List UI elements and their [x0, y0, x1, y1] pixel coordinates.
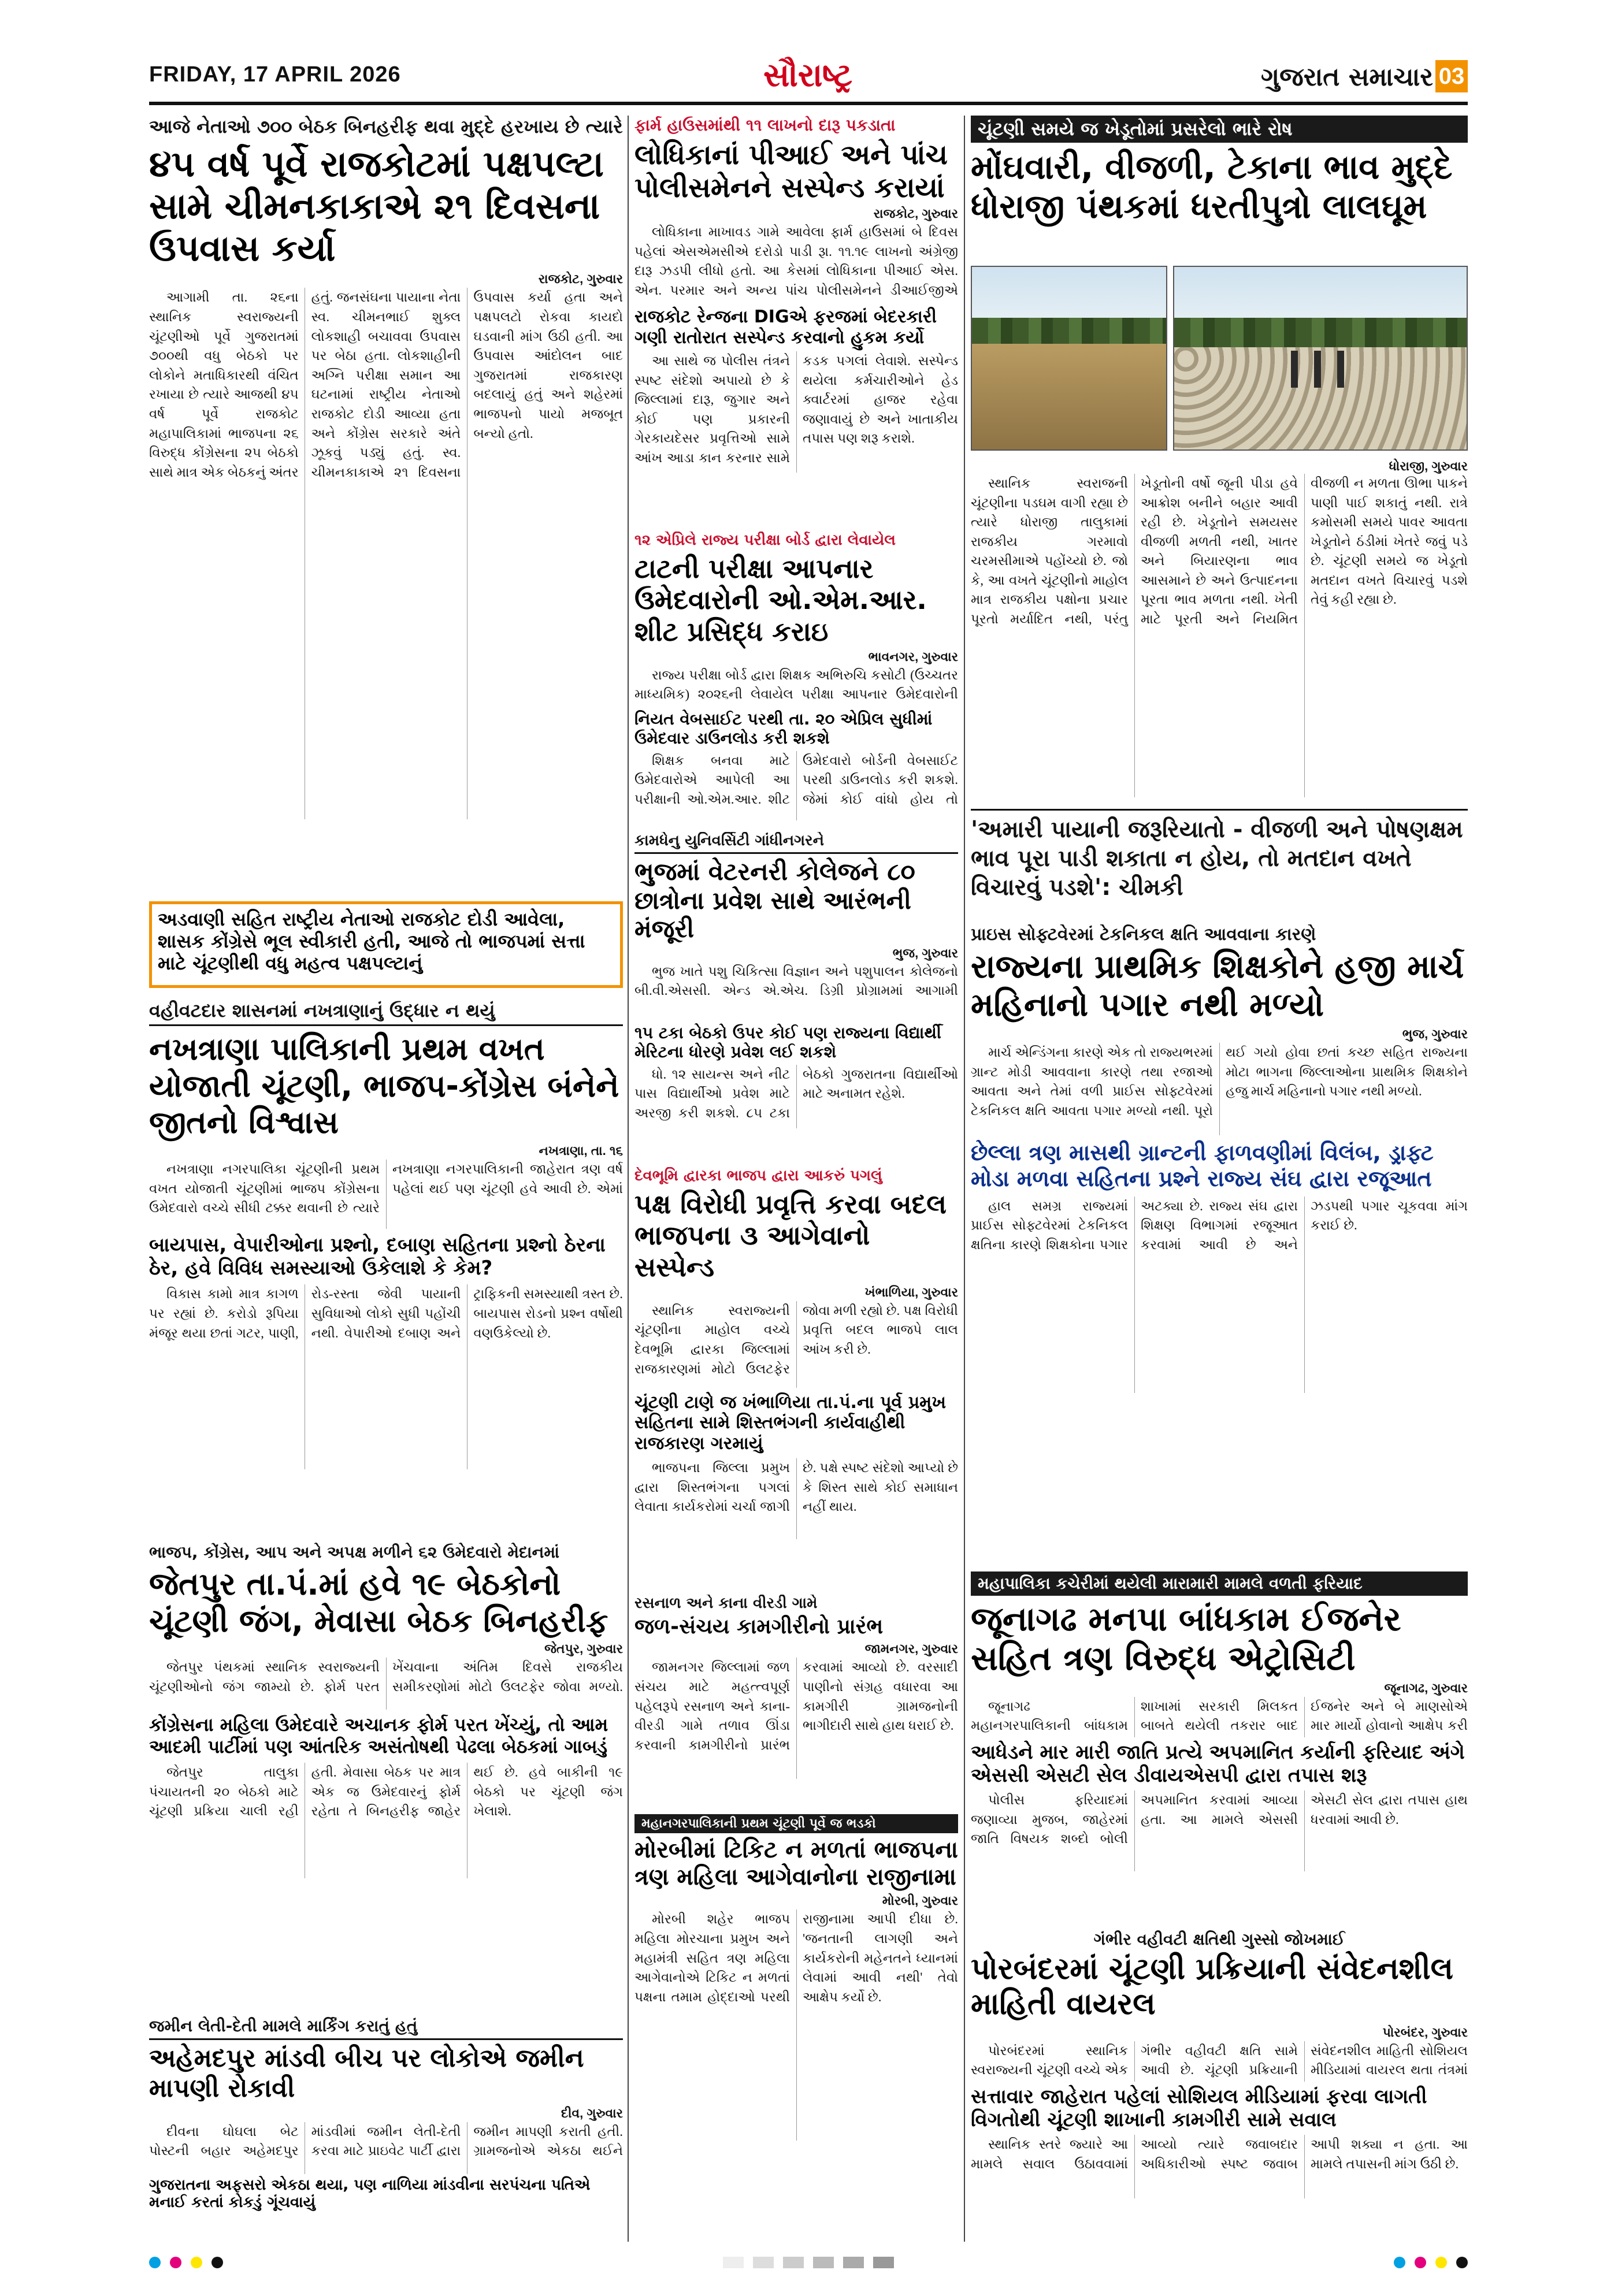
article-kicker: વહીવટદાર શાસનમાં નખત્રાણાનું ઉદ્ધાર ન થયું	[149, 1000, 623, 1026]
column-rule	[628, 116, 629, 2242]
article-dateline: રાજકોટ, ગુરુવાર	[538, 272, 623, 287]
issue-date: FRIDAY, 17 APRIL 2026	[149, 62, 401, 87]
article-paragraph: સ્થાનિક સ્વરાજની ચૂંટણીના પડઘમ વાગી રહ્યા છે ત્યારે ધોરાજી તાલુકામાં રાજકીય ગરમાવો ચરમસીમાએ પહોંચ્યો છે. જો કે, આ વખતે ચૂંટણીનો માહોલ માત્ર રાજકીય પક્ષોના પ્રચાર પૂરતો મર્યાદિત નથી, પરંતુ ખેડૂતોની વર્ષો જૂની પીડા હવે આક્રોશ બનીને બહાર આવી રહી છે. ખેડૂતોને સમયસર વીજળી મળતી નથી, ખાતર અને બિયારણના ભાવ આસમાને છે અને ઉત્પાદનના પૂરતા ભાવ મળતા નથી. ખેતી માટે પૂરતી અને નિયમિત વીજળી ન મળતા ઊભા પાકને પાણી પાઈ શકાતું નથી. રાત્રે કમોસમી સમયે પાવર આવતા ખેડૂતોને ઠંડીમાં ખેતરે જવું પડે છે. ચૂંટણી સમયે જ ખેડૂતો મતદાન વખતે વિચારવું પડશે તેવું કહી રહ્યા છે.	[971, 476, 1468, 627]
article-subhead: કોંગ્રેસના મહિલા ઉમેદવારે અચાનક ફોર્મ પરત ખેંચ્યું, તો આમ આદમી પાર્ટીમાં પણ આંતરિક અસંતોષથી પેઢલા બેઠકમાં ગાબડું	[149, 1714, 608, 1758]
article-paragraph: પોરબંદરમાં સ્થાનિક સ્વરાજ્યની ચૂંટણી વચ્ચે એક ગંભીર વહીવટી ક્ષતિ સામે આવી છે. ચૂંટણી પ્રક્રિયાની સંવેદનશીલ માહિતી સોશિયલ મીડિયામાં વાયરલ થતા તંત્રમાં	[971, 2043, 1468, 2078]
print-registration-marks	[149, 2251, 1468, 2274]
masthead-rule	[149, 102, 1468, 105]
article-dateline: જેતપુર, ગુરુવાર	[544, 1641, 623, 1656]
article-body-2	[971, 1197, 1468, 1393]
article-kicker: ગંભીર વહીવટી ક્ષતિથી ગુસ્સો જોખમાઈ	[1093, 1930, 1345, 1949]
article-dateline: જામનગર, ગુરુવાર	[864, 1641, 958, 1656]
article-headline: જૂનાગઢ મનપા બાંધકામ ઈજનેર સહિત ત્રણ વિરુદ્ધ એટ્રોસિટી	[971, 1599, 1401, 1678]
article-headline: રાજ્યના પ્રાથમિક શિક્ષકોને હજી માર્ચ મહિનાનો પગાર નથી મળ્યો	[971, 948, 1464, 1024]
article-dateline: જૂનાગઢ, ગુરુવાર	[1384, 1680, 1468, 1695]
article-dateline: ભુજ, ગુરુવાર	[1402, 1027, 1468, 1042]
article-headline: મોરબીમાં ટિકિટ ન મળતાં ભાજપના ત્રણ મહિલા આગેવાનોના રાજીનામા	[634, 1837, 958, 1891]
article-body	[634, 962, 958, 1020]
article-subhead: ચૂંટણી ટાણે જ ખંભાળિયા તા.પં.ના પૂર્વ પ્રમુખ સહિતના સામે શિસ્તભંગની કાર્યવાહીથી રાજકારણ ગરમાયું	[634, 1392, 946, 1454]
article-body	[149, 288, 623, 819]
section-title: સૌરાષ્ટ્ર	[763, 57, 853, 94]
article-kicker: ભાજપ, કોંગ્રેસ, આપ અને અપક્ષ મળીને ૬૨ ઉમેદવારો મેદાનમાં	[149, 1543, 560, 1562]
article-paragraph: દીવના ઘોઘલા બેટ પોસ્ટની બહાર અહેમદપુર માંડવીમાં જમીન લેતી-દેતી કરવા માટે પ્રાઇવેટ પાર્ટી દ્વારા જમીન માપણી કરાતી હતી. ગ્રામજનોએ એકઠા થઈને	[149, 2124, 623, 2158]
crop-sacks-photo	[1173, 266, 1468, 451]
article-body	[971, 1697, 1468, 1737]
article-body-2	[634, 751, 958, 820]
article-paragraph: જામનગર જિલ્લામાં જળ સંચય માટે મહત્ત્વપૂર્ણ પહેલરૂપે રસનાળ અને કાના-વીરડી ગામે તળાવ ઊંડા કરવાની કામગીરીનો પ્રારંભ કરવામાં આવ્યો છે. વરસાદી પાણીનો સંગ્રહ વધારવા આ કામગીરી ગ્રામજનોની ભાગીદારી સાથે હાથ ધરાઈ છે.	[634, 1660, 958, 1752]
article-body	[634, 1301, 958, 1388]
article-ahmedpur-mandvi-land	[149, 2016, 623, 2242]
article-subhead: ૧૫ ટકા બેઠકો ઉપર કોઈ પણ રાજ્યના વિદ્યાર્થી મેરિટના ધોરણે પ્રવેશ લઈ શકશે	[634, 1023, 941, 1061]
article-kicker: મહાનગરપાલિકાની પ્રથમ ચૂંટણી પૂર્વે જ ભડકો	[634, 1814, 958, 1833]
article-paragraph: રાજ્ય પરીક્ષા બોર્ડ દ્વારા શિક્ષક અભિરુચિ કસોટી (ઉચ્ચતર માધ્યમિક) ૨૦૨૬ની લેવાયેલ પરીક્ષા આપનાર ઉમેદવારોની	[634, 667, 958, 702]
article-body-2	[971, 1790, 1468, 1871]
article-subhead: સત્તાવાર જાહેરાત પહેલાં સોશિયલ મીડિયામાં ફરવા લાગતી વિગતોથી ચૂંટણી શાખાની કામગીરી સામે સવાલ	[971, 2085, 1427, 2131]
masthead	[149, 57, 1468, 97]
article-porbandar-election-info	[971, 1930, 1468, 2242]
article-body-2	[971, 2135, 1468, 2198]
farm-field-photo	[971, 266, 1167, 451]
article-dateline: ભુજ, ગુરુવાર	[892, 945, 958, 960]
article-dateline: નખત્રાણા, તા. ૧૬	[539, 1143, 623, 1158]
article-kicker: ચૂંટણી સમયે જ ખેડૂતોમાં પ્રસરેલો ભારે રોષ	[971, 116, 1468, 143]
article-kicker: ફાર્મ હાઉસમાંથી ૧૧ લાખનો દારૂ પકડાતા	[634, 116, 896, 135]
article-body-2	[149, 1284, 623, 1469]
article-headline: અહેમદપુર માંડવી બીચ પર લોકોએ જમીન માપણી રોકાવી	[149, 2044, 584, 2103]
article-body	[634, 666, 958, 706]
article-junagadh-atrocity	[971, 1571, 1468, 1918]
article-body-2	[149, 1763, 623, 1878]
article-teachers-salary	[971, 924, 1468, 1560]
article-headline: જેતપુર તા.પં.માં હવે ૧૯ બેઠકોનો ચૂંટણી જંગ, મેવાસા બેઠક બિનહરીફ	[149, 1566, 608, 1639]
article-dwarka-bjp-suspension	[634, 1167, 958, 1583]
article-paragraph: આ સાથે જ પોલીસ તંત્રને સ્પષ્ટ સંદેશો અપાયો છે કે જિલ્લામાં દારૂ, જુગાર અને કોઈ પણ પ્રકારની ગેરકાયદેસર પ્રવૃત્તિઓ સામે આંખ આડા કાન કરનાર સામે કડક પગલાં લેવાશે. સસ્પેન્ડ થયેલા કર્મચારીઓને હેડ ક્વાર્ટરમાં હાજર રહેવા જણાવાયું છે અને ખાતાકીય તપાસ પણ શરૂ કરાશે.	[634, 354, 958, 465]
article-dateline: રાજકોટ, ગુરુવાર	[873, 206, 958, 221]
article-lodhika-pi-suspended	[634, 116, 958, 520]
article-dateline: ખંભાળિયા, ગુરુવાર	[864, 1284, 958, 1299]
article-headline: ભુજમાં વેટરનરી કોલેજને ૮૦ છાત્રોના પ્રવેશ સાથે આરંભની મંજૂરી	[634, 857, 915, 943]
article-subhead: આધેડને માર મારી જાતિ પ્રત્યે અપમાનિત કર્યાની ફરિયાદ અંગે એસસી એસટી સેલ ડીવાયએસપી દ્વારા તપાસ શરૂ	[971, 1740, 1465, 1787]
page-number: 03	[1435, 60, 1468, 92]
paper-name: ગુજરાત સમાચાર	[1261, 62, 1433, 92]
article-body	[149, 2122, 623, 2174]
article-headline: જળ-સંચય કામગીરીનો પ્રારંભ	[634, 1615, 884, 1639]
article-headline: નખત્રાણા પાલિકાની પ્રથમ વખત યોજાતી ચૂંટણી, ભાજપ-કોંગ્રેસ બંનેને જીતનો વિશ્વાસ	[149, 1031, 619, 1141]
article-tat-omr-sheet	[634, 532, 958, 820]
article-dateline: મોરબી, ગુરુવાર	[882, 1893, 958, 1908]
article-kicker: રસનાળ અને કાના વીરડી ગામે	[634, 1595, 818, 1612]
grey-scale-bars	[723, 2257, 894, 2268]
article-paragraph: આગામી તા. ૨૬ના સ્થાનિક સ્વરાજ્યની ચૂંટણીઓ પૂર્વે ગુજરાતમાં ૭૦૦થી વધુ બેઠકો પર લોકોને મતાધિકારથી વંચિત રખાયા છે ત્યારે આજથી ૪૫ વર્ષ પૂર્વે રાજકોટ મહાપાલિકામાં ભાજપના ૨૬ વિરુદ્ધ કોંગ્રેસના ૨૫ બેઠકો સાથે માત્ર એક બેઠકનું અંતર હતું. જનસંઘના પાયાના નેતા સ્વ. ચીમનભાઈ શુક્લ લોકશાહી બચાવવા ઉપવાસ પર બેઠા હતા. લોકશાહીની અગ્નિ પરીક્ષા સમાન આ ઘટનામાં રાષ્ટ્રીય નેતાઓ રાજકોટ દોડી આવ્યા હતા અને કોંગ્રેસ સરકારે અંતે ઝૂકવું પડ્યું હતું. સ્વ. ચીમનકાકાએ ૨૧ દિવસના ઉપવાસ કર્યા હતા અને પક્ષપલટો રોકવા કાયદો ઘડવાની માંગ ઉઠી હતી. આ ઉપવાસ આંદોલન બાદ ગુજરાતમાં રાજકારણ બદલાયું હતું અને શહેરમાં ભાજપનો પાયો મજબૂત બન્યો હતો.	[149, 290, 623, 480]
article-subhead: નિયત વેબસાઈટ પરથી તા. ૨૦ એપ્રિલ સુધીમાં ઉમેદવાર ડાઉનલોડ કરી શકશે	[634, 709, 933, 748]
article-paragraph: સ્થાનિક સ્તરે જ્યારે આ મામલે સવાલ ઉઠાવવામાં આવ્યો ત્યારે જવાબદાર અધિકારીઓ સ્પષ્ટ જવાબ આપી શક્યા ન હતા. આ મામલે તપાસની માંગ ઉઠી છે.	[971, 2137, 1468, 2171]
article-headline: મોંઘવારી, વીજળી, ટેકાના ભાવ મુદ્દે ધોરાજી પંથકમાં ધરતીપુત્રો લાલઘૂમ	[971, 147, 1453, 226]
article-kicker: ૧૨ એપ્રિલે રાજ્ય પરીક્ષા બોર્ડ દ્વારા લેવાયેલ	[634, 532, 896, 549]
article-kicker: દેવભૂમિ દ્વારકા ભાજપ દ્વારા આકરું પગલું	[634, 1167, 882, 1184]
article-paragraph: નખત્રાણા નગરપાલિકા ચૂંટણીની પ્રથમ વખત યોજાતી ચૂંટણીમાં ભાજપ કોંગ્રેસના ઉમેદવારો વચ્ચે સીધી ટક્કર થવાની છે ત્યારે નખત્રાણા નગરપાલિકાની જાહેરાત ત્રણ વર્ષ પહેલાં થઈ પણ ચૂંટણી હવે આવી છે. એમાં	[149, 1162, 623, 1216]
article-body	[634, 1658, 958, 1779]
article-paragraph: ભુજ ખાતે પશુ ચિકિત્સા વિજ્ઞાન અને પશુપાલન કોલેજનો બી.વી.એસસી. એન્ડ એ.એચ. ડિગ્રી પ્રોગ્રામમાં આગામી	[634, 964, 958, 998]
article-chimankaka-fast	[149, 116, 623, 988]
article-dateline: પોરબંદર, ગુરુવાર	[1382, 2024, 1468, 2039]
article-body	[634, 222, 958, 303]
article-paragraph: મોરબી શહેર ભાજપ મહિલા મોરચાના પ્રમુખ અને મહામંત્રી સહિત ત્રણ મહિલા આગેવાનોએ ટિકિટ ન મળતાં પક્ષના તમામ હોદ્દાઓ પરથી રાજીનામા આપી દીધા છે. 'જનતાની લાગણી અને કાર્યકરોની મહેનતને ધ્યાનમાં લેવામાં આવી નથી' તેવો આક્ષેપ કર્યો છે.	[634, 1912, 958, 2004]
article-footer-box	[149, 901, 623, 988]
article-body	[971, 1043, 1468, 1135]
article-paragraph: પોલીસ ફરિયાદમાં જણાવ્યા મુજબ, જાહેરમાં જાતિ વિષયક શબ્દો બોલી અપમાનિત કરવામાં આવ્યા હતા. આ મામલે એસસી એસટી સેલ દ્વારા તપાસ હાથ ધરવામાં આવી છે.	[971, 1793, 1468, 1847]
color-dots-right	[1394, 2257, 1468, 2268]
article-paragraph: હાલ સમગ્ર રાજ્યમાં પ્રાઈસ સોફ્ટવેરમાં ટેકનિકલ ક્ષતિના કારણે શિક્ષકોના પગાર અટક્યા છે. રાજ્ય સંઘ દ્વારા શિક્ષણ વિભાગમાં રજૂઆત કરવામાં આવી છે અને ઝડપથી પગાર ચૂકવવા માંગ કરાઈ છે.	[971, 1198, 1468, 1252]
article-headline: પક્ષ વિરોધી પ્રવૃત્તિ કરવા બદલ ભાજપના ૩ આગેવાનો સસ્પેન્ડ	[634, 1188, 947, 1283]
article-jetpur-taluka-panchayat	[149, 1543, 623, 2005]
article-kicker: મહાપાલિકા કચેરીમાં થયેલી મારામારી મામલે વળતી ફરિયાદ	[971, 1571, 1468, 1596]
article-dateline: ભાવનગર, ગુરુવાર	[868, 649, 958, 664]
article-headline: ૪૫ વર્ષ પૂર્વે રાજકોટમાં પક્ષપલ્ટા સામે ચીમનકાકાએ ૨૧ દિવસના ઉપવાસ કર્યા	[149, 143, 604, 270]
article-subhead: રાજકોટ રેન્જના DIGએ ફરજમાં બેદરકારી ગણી રાતોરાત સસ્પેન્ડ કરવાનો હુકમ કર્યો	[634, 307, 937, 348]
article-dhoraji-farmers	[971, 116, 1468, 913]
article-headline: ટાટની પરીક્ષા આપનાર ઉમેદવારોની ઓ.એમ.આર. શીટ પ્રસિદ્ધ કરાઇ	[634, 553, 927, 647]
article-kicker: આજે નેતાઓ ૭૦૦ બેઠક બિનહરીફ થવા મુદ્દે હરખાય છે ત્યારે	[149, 116, 623, 138]
article-footer-text: ગુજરાતના અફસરો એકઠા થયા, પણ નાળિયા માંડવીના સરપંચના પતિએ મનાઈ કરતાં કોકડું ગૂંચવાયું	[149, 2176, 591, 2212]
article-paragraph: વિકાસ કામો માત્ર કાગળ પર રહ્યાં છે. કરોડો રૂપિયા મંજૂર થયા છતાં ગટર, પાણી, રોડ-રસ્તા જેવી પાયાની સુવિધાઓ લોકો સુધી પહોંચી નથી. વેપારીઓ દબાણ અને ટ્રાફિકની સમસ્યાથી ત્રસ્ત છે. બાયપાસ રોડનો પ્રશ્ન વર્ષોથી વણઉકેલ્યો છે.	[149, 1287, 623, 1340]
article-body	[149, 1160, 623, 1229]
article-kicker: જમીન લેતી-દેતી મામલે માર્કિંગ કરાતું હતું	[149, 2016, 623, 2040]
article-body-2	[634, 351, 958, 473]
column-rule	[964, 116, 965, 2242]
article-headline: લોધિકાનાં પીઆઈ અને પાંચ પોલીસમેનને સસ્પેન્ડ કરાયાં	[634, 139, 948, 204]
article-kicker: કામધેનુ યુનિવર્સિટી ગાંધીનગરને	[634, 832, 958, 854]
article-body	[634, 1909, 958, 2141]
article-nakhatrana-election	[149, 1000, 623, 1531]
article-dateline: ધોરાજી, ગુરુવાર	[1389, 459, 1468, 473]
article-paragraph: માર્ચ એન્ડિંગના કારણે એક તો રાજ્યભરમાં ગ્રાન્ટ મોડી આવવાના કારણે તથા રજાઓ આવતા અને તેમાં વળી પ્રાઈસ સોફ્ટવેરમાં ટેકનિકલ ક્ષતિ આવતા પગાર મળ્યો નથી. પૂરો થઈ ગયો હોવા છતાં કચ્છ સહિત રાજ્યના મોટા ભાગના જિલ્લાઓના પ્રાથમિક શિક્ષકોને હજુ માર્ચ મહિનાનો પગાર નથી મળ્યો.	[971, 1045, 1468, 1118]
article-body-2	[634, 1065, 958, 1128]
article-footer-text: અડવાણી સહિત રાષ્ટ્રીય નેતાઓ રાજકોટ દોડી આવેલા, શાસક કોંગ્રેસે ભૂલ સ્વીકારી હતી, આજે તો ભાજપમાં સત્તા માટે ચૂંટણીથી વધુ મહત્વ પક્ષપલ્ટાનું	[158, 908, 585, 974]
article-bhuj-veterinary-college	[634, 832, 958, 1156]
article-morbi-resignations	[634, 1814, 958, 2242]
article-kicker: પ્રાઇસ સોફ્ટવેરમાં ટેકનિકલ ક્ષતિ આવવાના કારણે	[971, 924, 1316, 945]
color-dots-left	[149, 2257, 223, 2268]
article-body	[149, 1658, 623, 1710]
article-paragraph: જેતપુર પંથકમાં સ્થાનિક સ્વરાજ્યની ચૂંટણીઓનો જંગ જામ્યો છે. ફોર્મ પરત ખેંચવાના અંતિમ દિવસે રાજકીય સમીકરણોમાં મોટો ઉલટફેર જોવા મળ્યો.	[149, 1660, 623, 1695]
article-paragraph: જૂનાગઢ મહાનગરપાલિકાની બાંધકામ શાખામાં સરકારી મિલકત બાબતે થયેલી તકરાર બાદ ઈજનેર અને બે માણસોએ માર માર્યો હોવાનો આક્ષેપ કરી	[971, 1699, 1468, 1733]
article-subhead: બાયપાસ, વેપારીઓના પ્રશ્નો, દબાણ સહિતના પ્રશ્નો ઠેરના ઠેર, હવે વિવિધ સમસ્યાઓ ઉકેલાશે કે કેમ?	[149, 1234, 606, 1280]
article-paragraph: જેતપુર તાલુકા પંચાયતની ૨૦ બેઠકો માટે ચૂંટણી પ્રક્રિયા ચાલી રહી હતી. મેવાસા બેઠક પર માત્ર એક જ ઉમેદવારનું ફોર્મ રહેતા તે બિનહરીફ જાહેર થઈ છે. હવે બાકીની ૧૯ બેઠકો પર ચૂંટણી જંગ ખેલાશે.	[149, 1764, 623, 1819]
article-subhead: છેલ્લા ત્રણ માસથી ગ્રાન્ટની ફાળવણીમાં વિલંબ, ડ્રાફ્ટ મોડા મળવા સહિતના પ્રશ્ને રાજ્ય સંઘ દ્વારા રજૂઆત	[971, 1140, 1434, 1191]
article-jamnagar-water-conservation	[634, 1595, 958, 1803]
article-body-2	[634, 1458, 958, 1539]
article-headline: પોરબંદરમાં ચૂંટણી પ્રક્રિયાની સંવેદનશીલ માહિતી વાયરલ	[971, 1952, 1453, 2022]
article-paragraph: લોધિકાના માખાવડ ગામે આવેલા ફાર્મ હાઉસમાં બે દિવસ પહેલાં એસએમસીએ દરોડો પાડી રૂા. ૧૧.૧૯ લાખનો અંગ્રેજી દારૂ ઝડપી લીધો હતો. આ કેસમાં લોધિકાના પીઆઈ એસ. એન. પરમાર અને અન્ય પાંચ પોલીસમેનને ડીઆઈજીએ	[634, 225, 958, 298]
article-body	[971, 474, 1468, 797]
article-paragraph: ધો. ૧૨ સાયન્સ અને નીટ પાસ વિદ્યાર્થીઓ પ્રવેશ માટે અરજી કરી શકશે. ૮૫ ટકા બેઠકો ગુજરાતના વિદ્યાર્થીઓ માટે અનામત રહેશે.	[634, 1067, 958, 1120]
article-paragraph: ભાજપના જિલ્લા પ્રમુખ દ્વારા શિસ્તભંગના પગલાં લેવાતા કાર્યકરોમાં ચર્ચા જાગી છે. પક્ષે સ્પષ્ટ સંદેશો આપ્યો છે કે શિસ્ત સાથે કોઈ સમાધાન નહીં થાય.	[634, 1460, 958, 1514]
article-paragraph: શિક્ષક બનવા માટે ઉમેદવારોએ આપેલી આ પરીક્ષાની ઓ.એમ.આર. શીટ ઉમેદવારો બોર્ડની વેબસાઈટ પરથી ડાઉનલોડ કરી શકશે. જેમાં કોઈ વાંધો હોય તો	[634, 753, 958, 807]
article-body	[971, 2041, 1468, 2082]
article-paragraph: સ્થાનિક સ્વરાજ્યની ચૂંટણીના માહોલ વચ્ચે દેવભૂમિ દ્વારકા જિલ્લામાં રાજકારણમાં મોટો ઉલટફેર જોવા મળી રહ્યો છે. પક્ષ વિરોધી પ્રવૃત્તિ બદલ ભાજપે લાલ આંખ કરી છે.	[634, 1303, 958, 1376]
article-dateline: દીવ, ગુરુવાર	[561, 2105, 623, 2120]
article-quote: 'અમારી પાયાની જરૂરિયાતો - વીજળી અને પોષણક્ષમ ભાવ પૂરા પાડી શકાતા ન હોય, તો મતદાન વખતે વિચારવું પડશે': ચીમકી	[971, 809, 1468, 902]
